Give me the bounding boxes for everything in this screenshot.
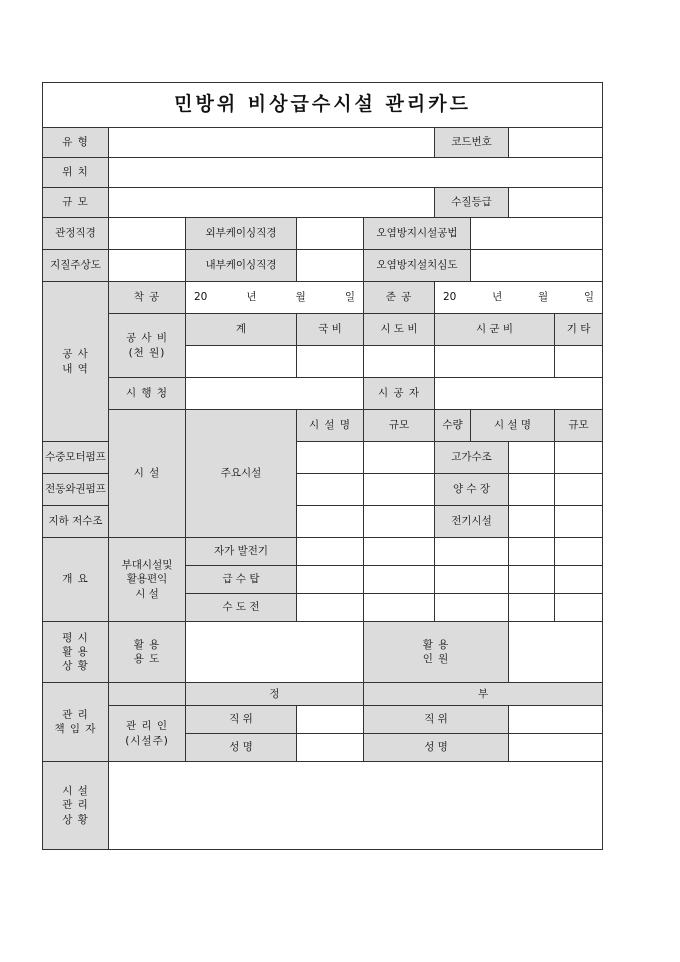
col-qty-header: 수량	[435, 410, 471, 442]
start-date-field[interactable]: 20 년 월 일	[186, 282, 364, 314]
management-card	[42, 82, 603, 850]
sub-facility-item: 급 수 탑	[186, 566, 297, 594]
sub-facility-item: 자가 발전기	[186, 538, 297, 566]
main-facility-label: 주요시설	[186, 410, 297, 538]
main-facility-item: 수중모터펌프	[43, 442, 109, 474]
water-grade-field[interactable]	[509, 188, 603, 218]
start-label: 착 공	[109, 282, 186, 314]
qty-field[interactable]	[555, 506, 603, 538]
facility-section-label: 시 설	[109, 410, 186, 538]
card-title: 민방위 비상급수시설 관리카드	[43, 83, 603, 128]
cost-province-field[interactable]	[364, 346, 435, 378]
position-field[interactable]	[297, 706, 364, 734]
main-facility-item: 전기시설	[435, 506, 509, 538]
location-label: 위 치	[43, 158, 109, 188]
col-name2-header: 시 설 명	[471, 410, 555, 442]
position2-label: 직 위	[364, 706, 509, 734]
manager-blank	[109, 683, 186, 706]
qty-field[interactable]	[364, 594, 435, 622]
contractor-label: 시 공 자	[364, 378, 435, 410]
peacetime-section-label: 평 시 활 용 상 황	[43, 622, 109, 683]
qty-field[interactable]	[555, 442, 603, 474]
construction-section-label: 공 사 내 역	[43, 282, 109, 442]
scale-field[interactable]	[109, 188, 435, 218]
outer-casing-field[interactable]	[297, 218, 364, 250]
use-people-field[interactable]	[509, 622, 603, 683]
qty-field[interactable]	[555, 594, 603, 622]
qty-field[interactable]	[364, 442, 435, 474]
pollution-depth-field[interactable]	[471, 250, 603, 282]
scale-field[interactable]	[297, 538, 364, 566]
main-facility-item: 고가수조	[435, 442, 509, 474]
complete-date-field[interactable]: 20 년 월 일	[435, 282, 603, 314]
contractor-field[interactable]	[435, 378, 603, 410]
use-people-label: 활 용 인 원	[364, 622, 509, 683]
cost-city-field[interactable]	[435, 346, 555, 378]
management-section-label: 시 설 관 리 상 황	[43, 762, 109, 850]
col-scale-header: 규모	[364, 410, 435, 442]
name2-input[interactable]	[509, 734, 603, 762]
scale-field[interactable]	[509, 506, 555, 538]
inner-casing-label: 내부케이싱직경	[186, 250, 297, 282]
cost-total-label: 계	[186, 314, 297, 346]
qty-field[interactable]	[364, 506, 435, 538]
scale-label: 규 모	[43, 188, 109, 218]
name-label: 성 명	[186, 734, 297, 762]
name-field[interactable]	[435, 566, 509, 594]
scale-field[interactable]	[297, 566, 364, 594]
qty-field[interactable]	[555, 566, 603, 594]
scale-field[interactable]	[509, 442, 555, 474]
inner-casing-field[interactable]	[297, 250, 364, 282]
pipe-diameter-label: 관정직경	[43, 218, 109, 250]
scale-field[interactable]	[297, 594, 364, 622]
name-field[interactable]	[435, 538, 509, 566]
scale-field[interactable]	[509, 594, 555, 622]
sub-facility-label: 부대시설및 활용편익 시 설	[109, 538, 186, 622]
type-label: 유 형	[43, 128, 109, 158]
pipe-diameter-field[interactable]	[109, 218, 186, 250]
position-label: 직 위	[186, 706, 297, 734]
cost-total-field[interactable]	[186, 346, 297, 378]
geology-label: 지질주상도	[43, 250, 109, 282]
cost-other-field[interactable]	[555, 346, 603, 378]
scale-field[interactable]	[509, 538, 555, 566]
agency-field[interactable]	[186, 378, 364, 410]
scale-field[interactable]	[297, 506, 364, 538]
pollution-method-label: 오염방지시설공법	[364, 218, 471, 250]
pollution-depth-label: 오염방지설치심도	[364, 250, 471, 282]
qty-field[interactable]	[555, 474, 603, 506]
outer-casing-label: 외부케이싱직경	[186, 218, 297, 250]
col-name-header: 시 설 명	[297, 410, 364, 442]
secondary-header: 부	[364, 683, 603, 706]
scale-field[interactable]	[297, 474, 364, 506]
overview-section-label: 개 요	[43, 538, 109, 622]
cost-province-label: 시 도 비	[364, 314, 435, 346]
scale-field[interactable]	[509, 566, 555, 594]
cost-national-field[interactable]	[297, 346, 364, 378]
geology-field[interactable]	[109, 250, 186, 282]
col-scale2-header: 규모	[555, 410, 603, 442]
pollution-method-field[interactable]	[471, 218, 603, 250]
primary-header: 정	[186, 683, 364, 706]
agency-label: 시 행 청	[109, 378, 186, 410]
cost-other-label: 기 타	[555, 314, 603, 346]
position2-field[interactable]	[509, 706, 603, 734]
use-purpose-label: 활 용 용 도	[109, 622, 186, 683]
complete-label: 준 공	[364, 282, 435, 314]
cost-city-label: 시 군 비	[435, 314, 555, 346]
main-facility-item: 지하 저수조	[43, 506, 109, 538]
code-no-field[interactable]	[509, 128, 603, 158]
scale-field[interactable]	[509, 474, 555, 506]
sub-facility-item: 수 도 전	[186, 594, 297, 622]
name-input[interactable]	[297, 734, 364, 762]
main-facility-item: 전동와권펌프	[43, 474, 109, 506]
qty-field[interactable]	[364, 538, 435, 566]
scale-field[interactable]	[297, 442, 364, 474]
name-field[interactable]	[435, 594, 509, 622]
cost-label: 공 사 비 (천 원)	[109, 314, 186, 378]
manager-section-label: 관 리 책 임 자	[43, 683, 109, 762]
use-purpose-field[interactable]	[186, 622, 364, 683]
type-field[interactable]	[109, 128, 435, 158]
location-field[interactable]	[109, 158, 603, 188]
name2-label: 성 명	[364, 734, 509, 762]
cost-national-label: 국 비	[297, 314, 364, 346]
management-status-field[interactable]	[109, 762, 603, 850]
qty-field[interactable]	[364, 474, 435, 506]
water-grade-label: 수질등급	[435, 188, 509, 218]
qty-field[interactable]	[555, 538, 603, 566]
code-no-label: 코드번호	[435, 128, 509, 158]
qty-field[interactable]	[364, 566, 435, 594]
manager-person-label: 관 리 인 (시설주)	[109, 706, 186, 762]
main-facility-item: 양 수 장	[435, 474, 509, 506]
